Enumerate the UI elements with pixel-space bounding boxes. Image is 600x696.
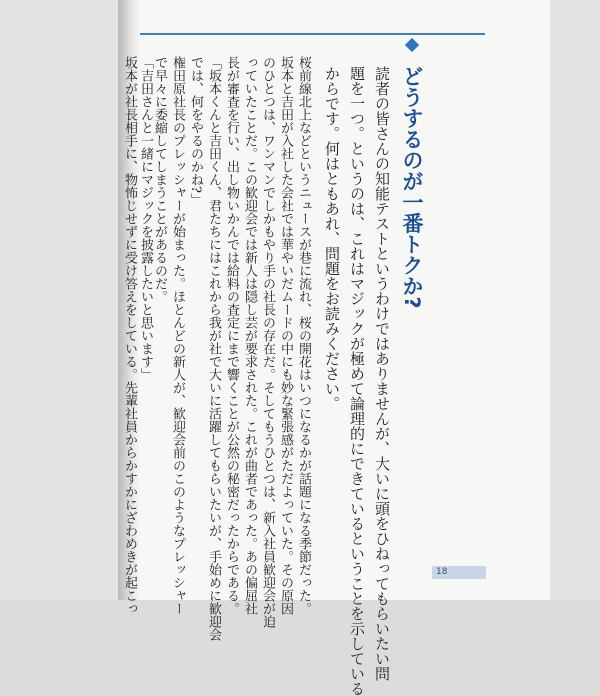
section-title bbox=[397, 40, 427, 309]
body-line-4: っていたことだ。この歓迎会では新人は隠し芸が要求された。これが曲者であった。あの偏屈社 bbox=[242, 56, 257, 615]
body-line-10: 「吉田さんと一緒にマジックを披露したいと思います」 bbox=[138, 56, 153, 381]
body-line-3: のひとつは、ワンマンでしかもやり手の社長の存在だ。そしてもうひとつは、新入社員歓迎会が迫 bbox=[260, 56, 275, 628]
diamond-bullet-icon bbox=[405, 38, 419, 52]
body-line-1: 桜前線北上などというニュースが巷に流れ、桜の開花はいつになるかが話題になる季節だった。 bbox=[296, 56, 311, 615]
lead-line-3: からです。何はともあれ、問題をお読みください。 bbox=[323, 66, 341, 411]
page-number: 18 bbox=[432, 566, 486, 579]
body-line-2: 坂本と吉田が入社した会社では華やいだムードの中にも妙な緊張感がただよっていた。その原因 bbox=[278, 56, 293, 615]
body-line-8: 権田原社長のプレッシャーが始まった。ほとんどの新人が、歓迎会前のこのようなプレッシャー bbox=[170, 56, 185, 615]
body-line-7: では、何をやるのかね?」 bbox=[188, 56, 203, 206]
header-rule bbox=[140, 33, 485, 35]
lead-line-2: 題を一つ。というのは、これはマジックが極めて論理的にできているということを示している bbox=[348, 66, 366, 696]
lead-line-1: 読者の皆さんの知能テストというわけではありませんが、大いに頭をひねってもらいたい問 bbox=[373, 66, 391, 681]
body-line-6: 「坂本くんと吉田くん、君たちにはこれから我が社で大いに活躍してもらいたいが、手始めに歓迎会 bbox=[206, 56, 221, 641]
body-line-11: 坂本が社長相手に、物怖じせずに受け答えをしている。先輩社員からかすかにざわめきが起こっ bbox=[122, 56, 137, 615]
body-line-5: 長が審査を行い、出し物いかんでは給料の査定にまで響くことが公然の秘密だったからである。 bbox=[224, 56, 239, 615]
body-line-9: で早々に委縮してしまうことがあるのだ。 bbox=[152, 56, 167, 303]
section-title-text: どうするのが一番トクか? bbox=[400, 65, 424, 309]
